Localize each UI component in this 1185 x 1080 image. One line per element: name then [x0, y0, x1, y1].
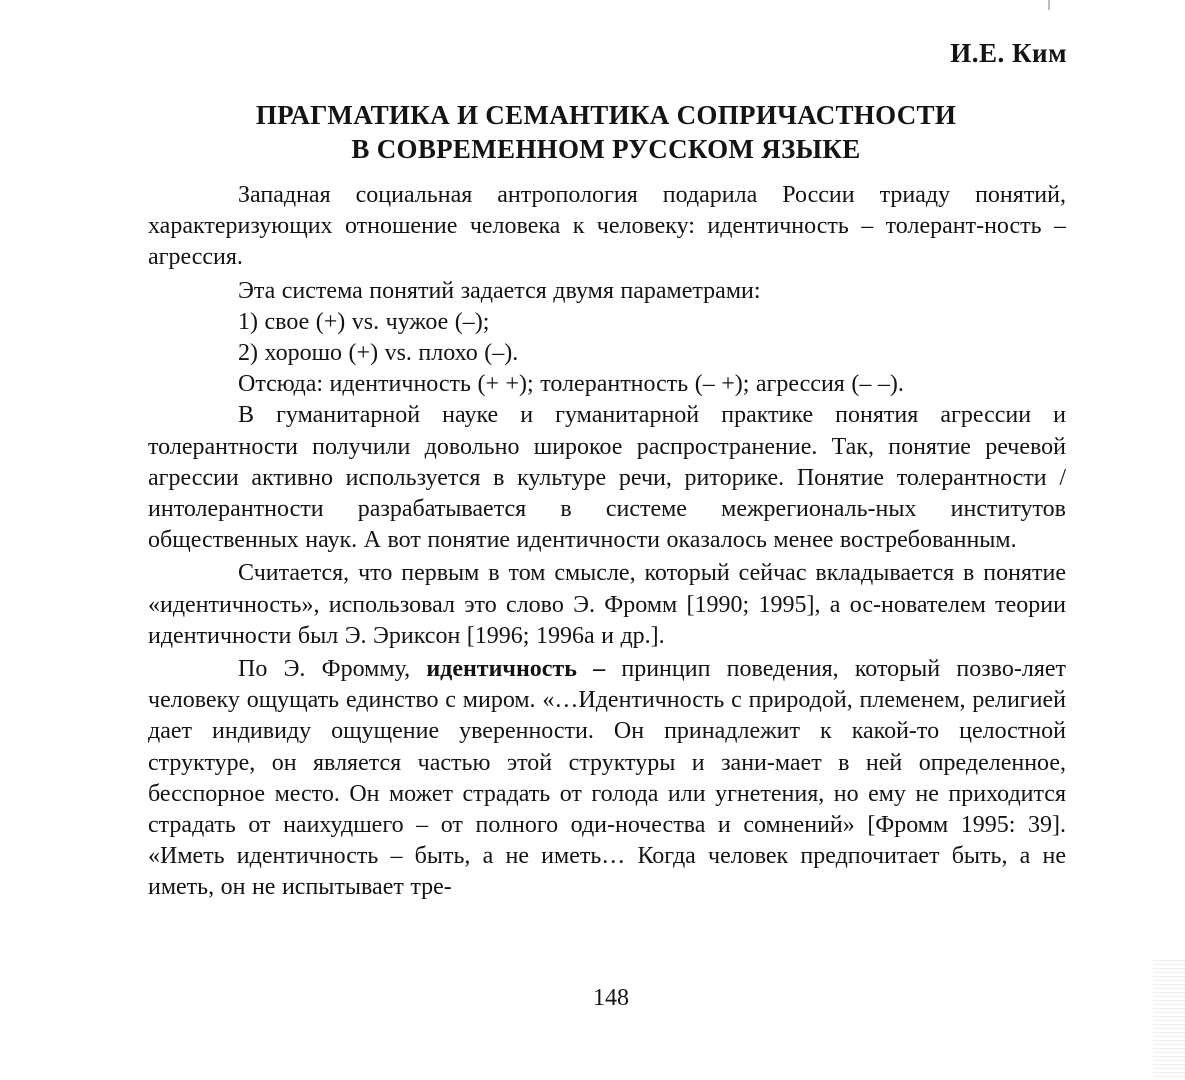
- paragraph-text: принцип поведения, который позво-ляет человеку ощущать единство с миром. «…Идентичность с природой, племенем, религией дает индивиду ощущение уверенности. Он принадлежит к какой-то целостной структуре, он является частью этой структуры и зани-мает в ней определенное, бесспорное место. Он может страдать от голода или угнетения, но ему не приходится страдать от наихудшего – от полного оди-ночества и сомнений» [Фромм 1995: 39]. «Иметь идентичность – быть, а не иметь… Когда человек предпочитает быть, а не иметь, он не испытывает тре-: [148, 656, 1066, 901]
- paragraph-text: По Э. Фромму,: [238, 656, 427, 683]
- list-item: 2) хорошо (+) vs. плохо (–).: [238, 340, 519, 367]
- list-item: 1) свое (+) vs. чужое (–);: [238, 308, 490, 335]
- paragraph: Эта система понятий задается двумя параметрами:: [238, 277, 761, 304]
- paragraph: Западная социальная антропология подарила России триаду понятий, характеризующих отношение человека к человеку: идентичность – толерант-ность – агрессия.: [148, 182, 1066, 271]
- scan-artifact: [1048, 0, 1050, 10]
- article-body: [148, 180, 1066, 904]
- paragraph: Считается, что первым в том смысле, который сейчас вкладывается в понятие «идентичность», использовал это слово Э. Фромм [1990; 1995], а ос-нователем теории идентичности был Э. Эриксон [1996; 1996а и др.].: [148, 560, 1066, 649]
- term-highlight: идентичность –: [426, 656, 606, 683]
- author-name: И.Е. Ким: [950, 38, 1067, 68]
- paragraph: [148, 654, 1066, 904]
- title-line-1: ПРАГМАТИКА И СЕМАНТИКА СОПРИЧАСТНОСТИ: [255, 100, 957, 130]
- paragraph: В гуманитарной науке и гуманитарной практике понятия агрессии и толерантности получили довольно широкое распространение. Так, понятие речевой агрессии активно используется в культуре речи, риторике. Понятие толерантности / интолерантности разрабатывается в системе межрегиональ-ных институтов общественных наук. А вот понятие идентичности оказалось менее востребованным.: [148, 402, 1066, 554]
- title-line-2: В СОВРЕМЕННОМ РУССКОМ ЯЗЫКЕ: [351, 134, 861, 164]
- paragraph: Отсюда: идентичность (+ +); толерантность (– +); агрессия (– –).: [238, 371, 904, 398]
- scan-edge-artifact: [1153, 960, 1185, 1080]
- page-number: 148: [593, 985, 629, 1011]
- article-title: [150, 98, 1062, 166]
